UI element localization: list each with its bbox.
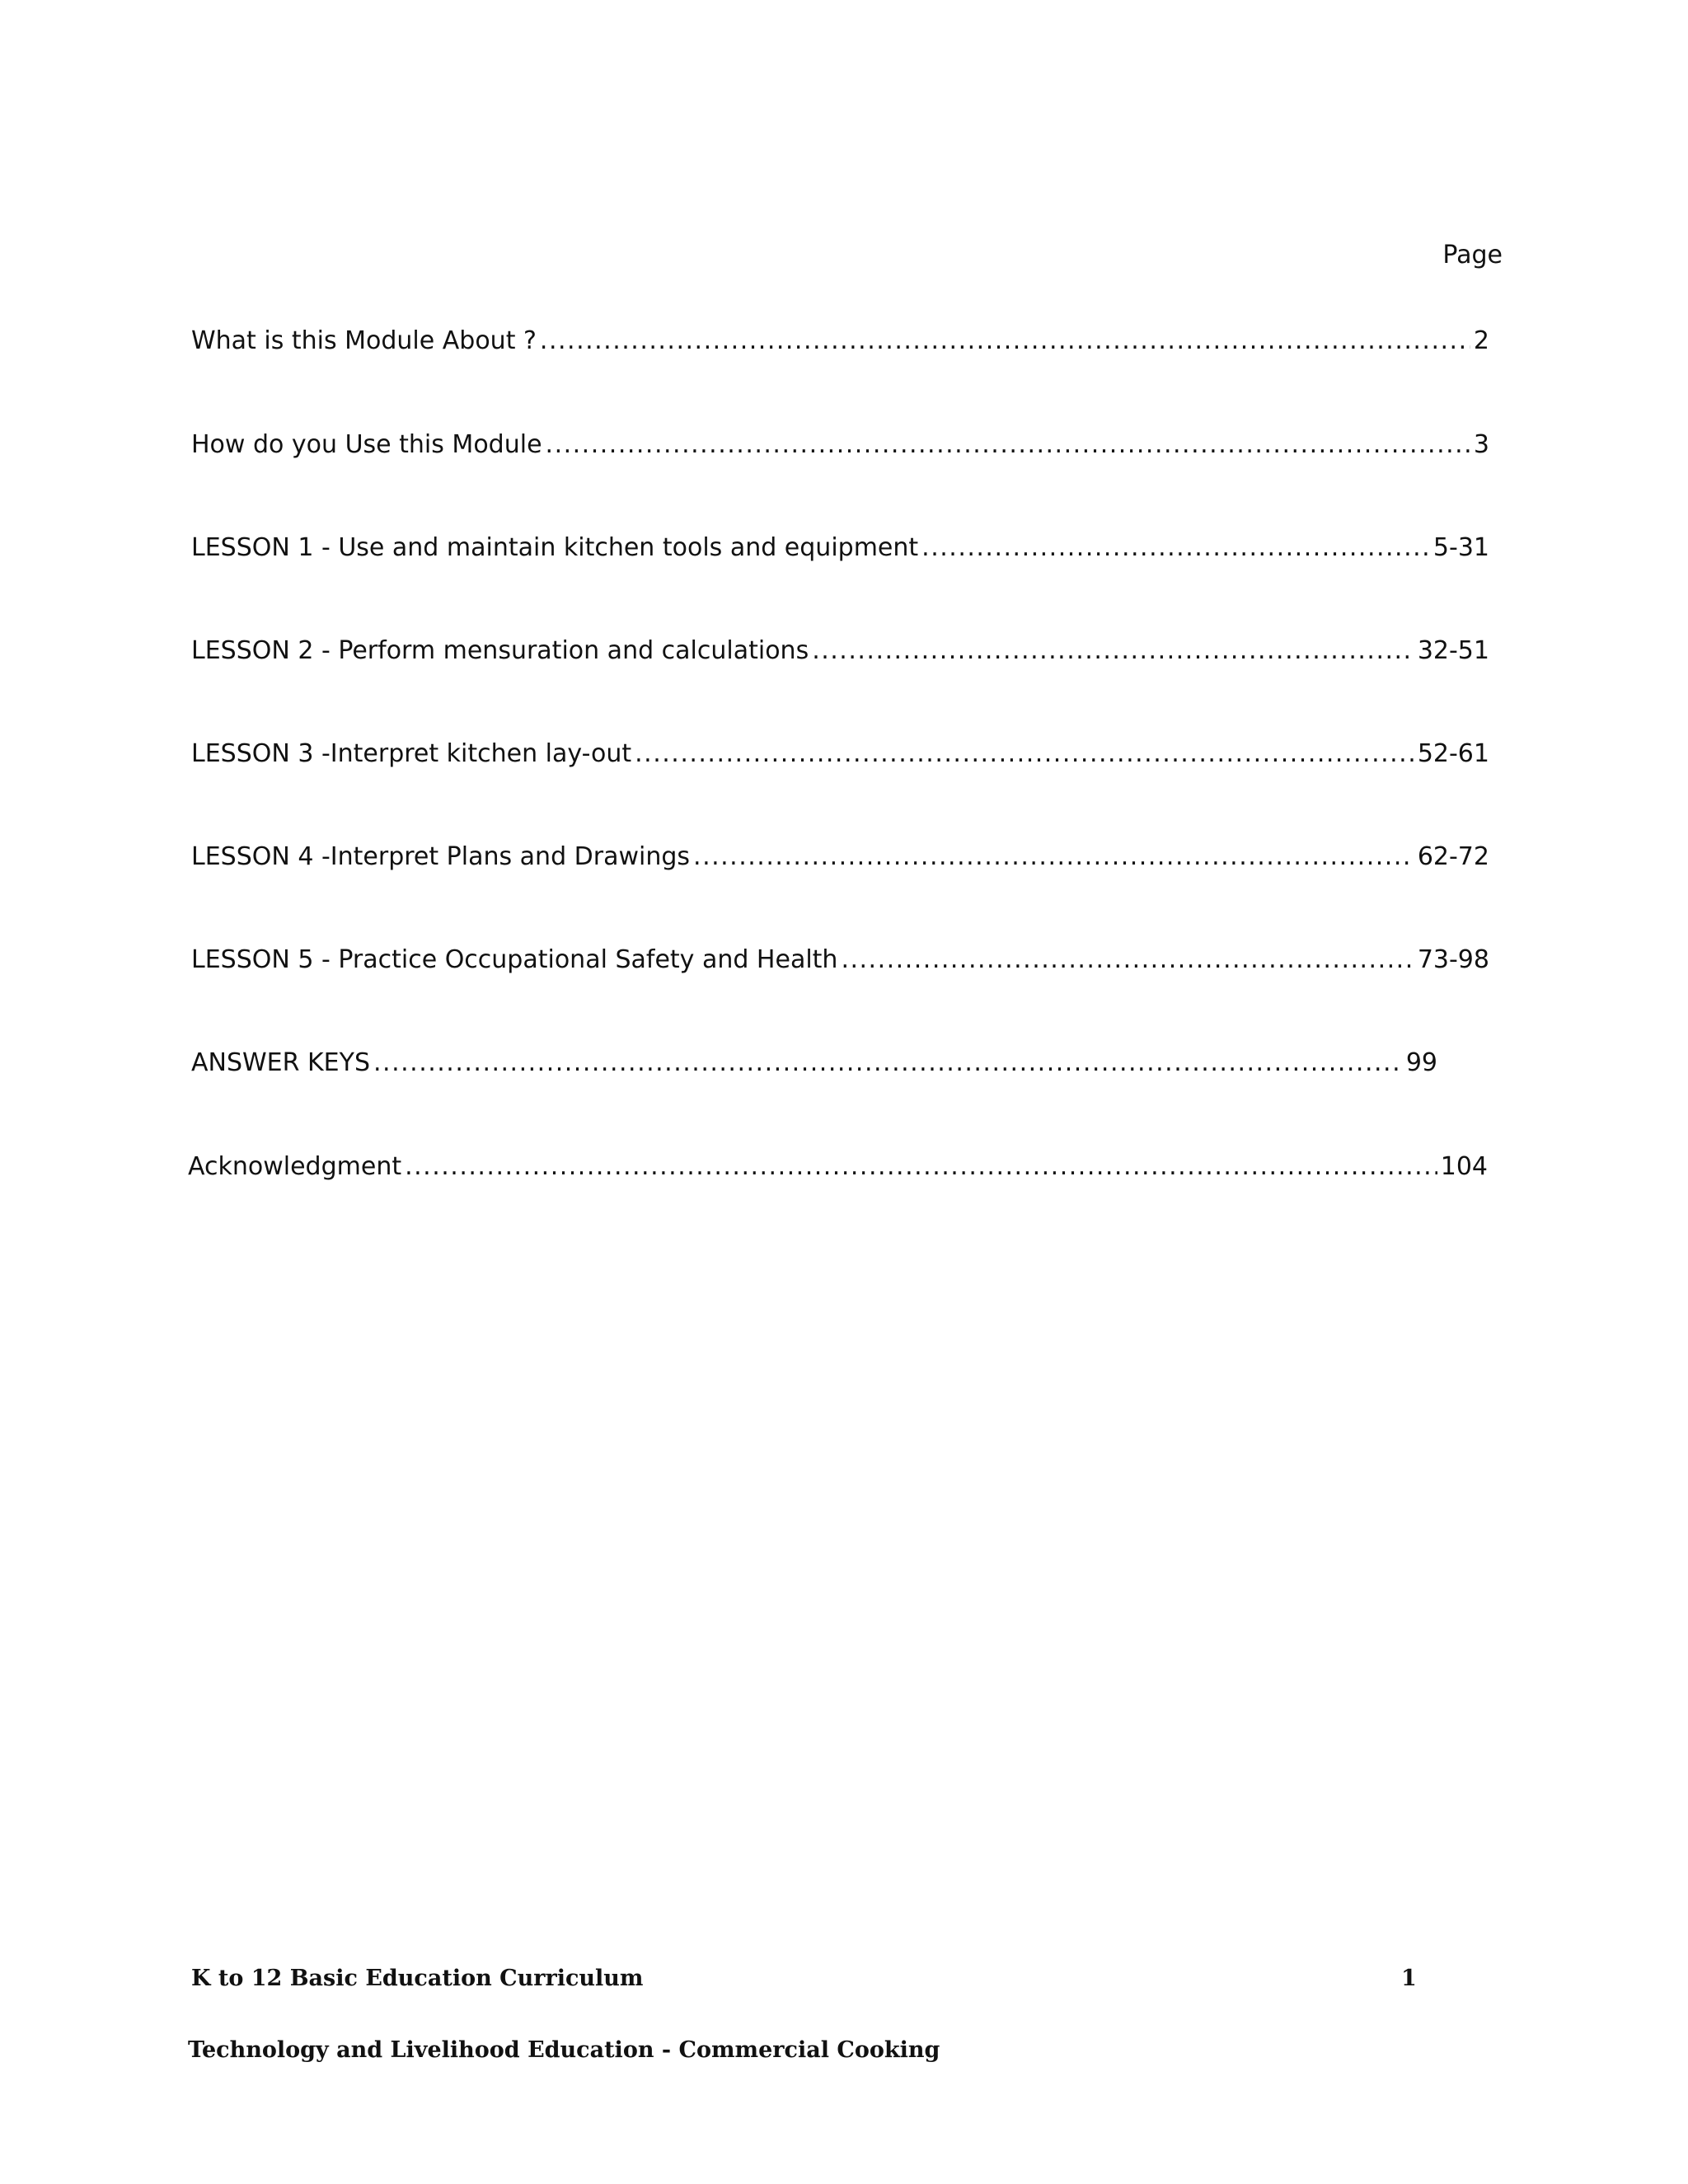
toc-leader-dots (812, 633, 1414, 669)
toc-entry-title: LESSON 1 - Use and maintain kitchen tools and equipment (191, 533, 919, 562)
toc-entry (191, 530, 1489, 566)
toc-leader-dots (373, 1045, 1403, 1081)
toc-entry-page: 99 (1405, 1048, 1437, 1077)
toc-entry (191, 427, 1489, 463)
toc-entry (191, 633, 1489, 669)
toc-leader-dots (546, 427, 1470, 463)
toc-entry-title: ANSWER KEYS (191, 1048, 371, 1077)
toc-entry-title: What is this Module About ? (191, 326, 537, 355)
toc-entry (191, 1045, 1437, 1081)
toc-entry (191, 942, 1489, 978)
toc-entry-page: 52-61 (1417, 739, 1489, 768)
toc-entry-page: 2 (1473, 326, 1489, 355)
toc-leader-dots (635, 736, 1414, 772)
toc-entry-page: 104 (1440, 1152, 1488, 1181)
toc-leader-dots (693, 839, 1414, 875)
toc-entry-page: 5-31 (1432, 533, 1489, 562)
toc-entry-page: 32-51 (1417, 636, 1489, 665)
toc-leader-dots (405, 1149, 1437, 1185)
footer-subject: Technology and Livelihood Education - Commercial Cooking (188, 2037, 940, 2063)
toc-leader-dots (540, 323, 1470, 359)
toc-entry-title: LESSON 5 - Practice Occupational Safety and Health (191, 945, 838, 974)
footer-page-number: 1 (1401, 1966, 1417, 1991)
toc-entry-page: 3 (1473, 430, 1489, 459)
toc-entry (188, 1149, 1488, 1185)
toc-entry-page: 73-98 (1417, 945, 1489, 974)
toc-entry-title: LESSON 2 - Perform mensuration and calculations (191, 636, 809, 665)
toc-entry-title: LESSON 3 -Interpret kitchen lay-out (191, 739, 632, 768)
footer-curriculum: K to 12 Basic Education Curriculum (191, 1966, 644, 1991)
toc-entry (191, 323, 1489, 359)
toc-entry-title: How do you Use this Module (191, 430, 542, 459)
toc-entry-title: Acknowledgment (188, 1152, 402, 1181)
page-column-label: Page (1442, 241, 1503, 269)
toc-entry (191, 839, 1489, 875)
toc-leader-dots (921, 530, 1430, 566)
toc-entry (191, 736, 1489, 772)
toc-entry-title: LESSON 4 -Interpret Plans and Drawings (191, 842, 691, 871)
toc-entry-page: 62-72 (1417, 842, 1489, 871)
toc-leader-dots (841, 942, 1414, 978)
